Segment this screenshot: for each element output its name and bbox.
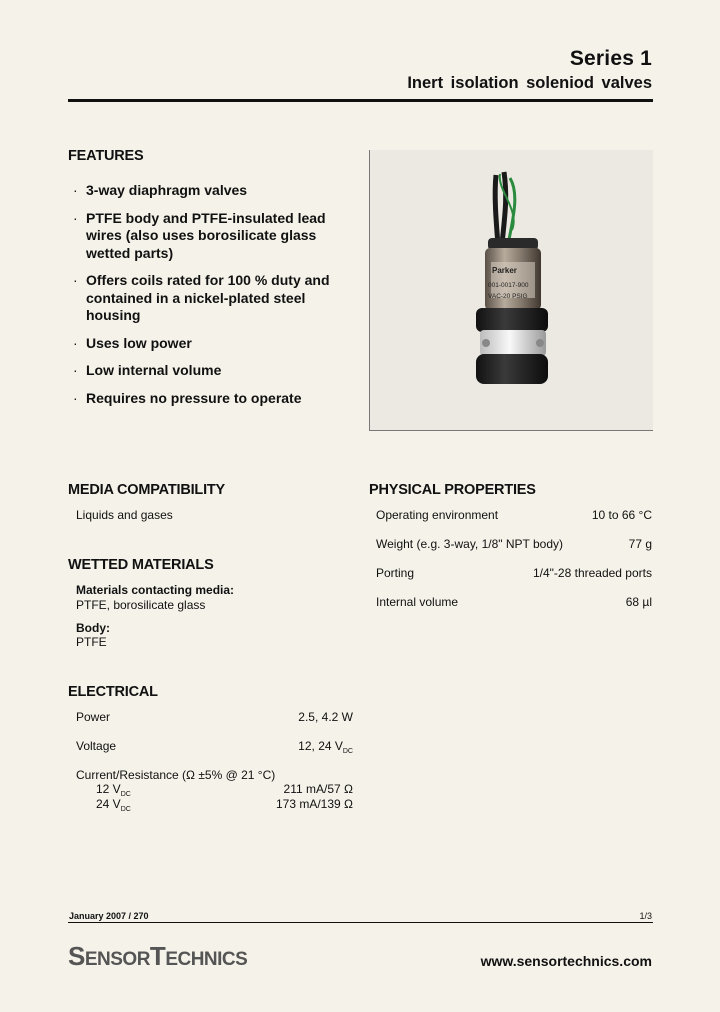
physical-heading: PHYSICAL PROPERTIES bbox=[369, 482, 536, 498]
power-value: 2.5, 4.2 W bbox=[298, 710, 353, 724]
list-item: · Uses low power bbox=[73, 334, 192, 351]
website-link[interactable]: www.sensortechnics.com bbox=[480, 953, 652, 969]
wetted-heading: WETTED MATERIALS bbox=[68, 557, 214, 573]
valve-label-brand: Parker bbox=[492, 266, 517, 275]
current-voltage: 24 $V_{DC}$ bbox=[96, 797, 131, 813]
wetted-body-label: Body: bbox=[76, 621, 110, 635]
header-divider bbox=[68, 99, 653, 102]
list-item: · 3-way diaphragm valves bbox=[73, 182, 248, 198]
series-subtitle: Inert isolation soleniod valves bbox=[407, 74, 652, 92]
valve-label-rating: VAC-20 PSIG bbox=[488, 293, 528, 300]
physical-value: 1/4"-28 threaded ports bbox=[532, 566, 652, 580]
power-label: Power bbox=[76, 710, 111, 724]
current-voltage: 12 $V_{DC}$ bbox=[96, 782, 131, 798]
physical-value: 68 µl bbox=[625, 595, 652, 609]
physical-label: Internal volume bbox=[376, 595, 459, 609]
current-value: 173 mA/139 Ω bbox=[275, 797, 353, 811]
physical-value: 10 to 66 °C bbox=[591, 508, 652, 522]
physical-label: Porting bbox=[376, 566, 415, 580]
valve-label-part: 001-0017-900 bbox=[488, 282, 529, 289]
page-number: 1/3 bbox=[639, 911, 652, 921]
current-value: 211 mA/57 Ω bbox=[283, 782, 353, 796]
wetted-contact-label: Materials contacting media: bbox=[76, 583, 235, 597]
series-title: Series 1 bbox=[569, 47, 652, 70]
list-item: · Requires no pressure to operate bbox=[73, 389, 302, 406]
list-item: · Low internal volume bbox=[73, 362, 222, 378]
physical-value: 77 g bbox=[628, 537, 652, 551]
footer-divider bbox=[68, 922, 653, 923]
footer-date: January 2007 / 270 bbox=[69, 911, 149, 921]
list-item: · Offers coils rated for 100 % duty and contained in a nickel-plated steel housing bbox=[73, 272, 330, 323]
features-list bbox=[68, 182, 358, 417]
sensortechnics-logo: SENSORTECHNICS bbox=[68, 941, 248, 971]
media-heading: MEDIA COMPATIBILITY bbox=[68, 482, 226, 498]
product-photo bbox=[369, 150, 653, 431]
features-heading: FEATURES bbox=[68, 148, 144, 164]
electrical-heading: ELECTRICAL bbox=[68, 684, 158, 700]
solenoid-valve-image bbox=[370, 150, 653, 430]
media-text: Liquids and gases bbox=[76, 508, 173, 522]
list-item: · PTFE body and PTFE-insulated lead wires (also uses borosilicate glass wetted parts) bbox=[73, 209, 326, 261]
physical-label: Operating environment bbox=[376, 508, 499, 522]
physical-label: Weight (e.g. 3-way, 1/8" NPT body) bbox=[376, 537, 564, 551]
wetted-contact-value: PTFE, borosilicate glass bbox=[76, 598, 206, 612]
voltage-value: 12, 24 $V_{DC}$ bbox=[298, 739, 353, 755]
wetted-body-value: PTFE bbox=[76, 635, 107, 649]
voltage-label: Voltage bbox=[76, 739, 117, 753]
current-label: Current/Resistance (Ω ±5% @ 21 °C) bbox=[76, 768, 276, 782]
